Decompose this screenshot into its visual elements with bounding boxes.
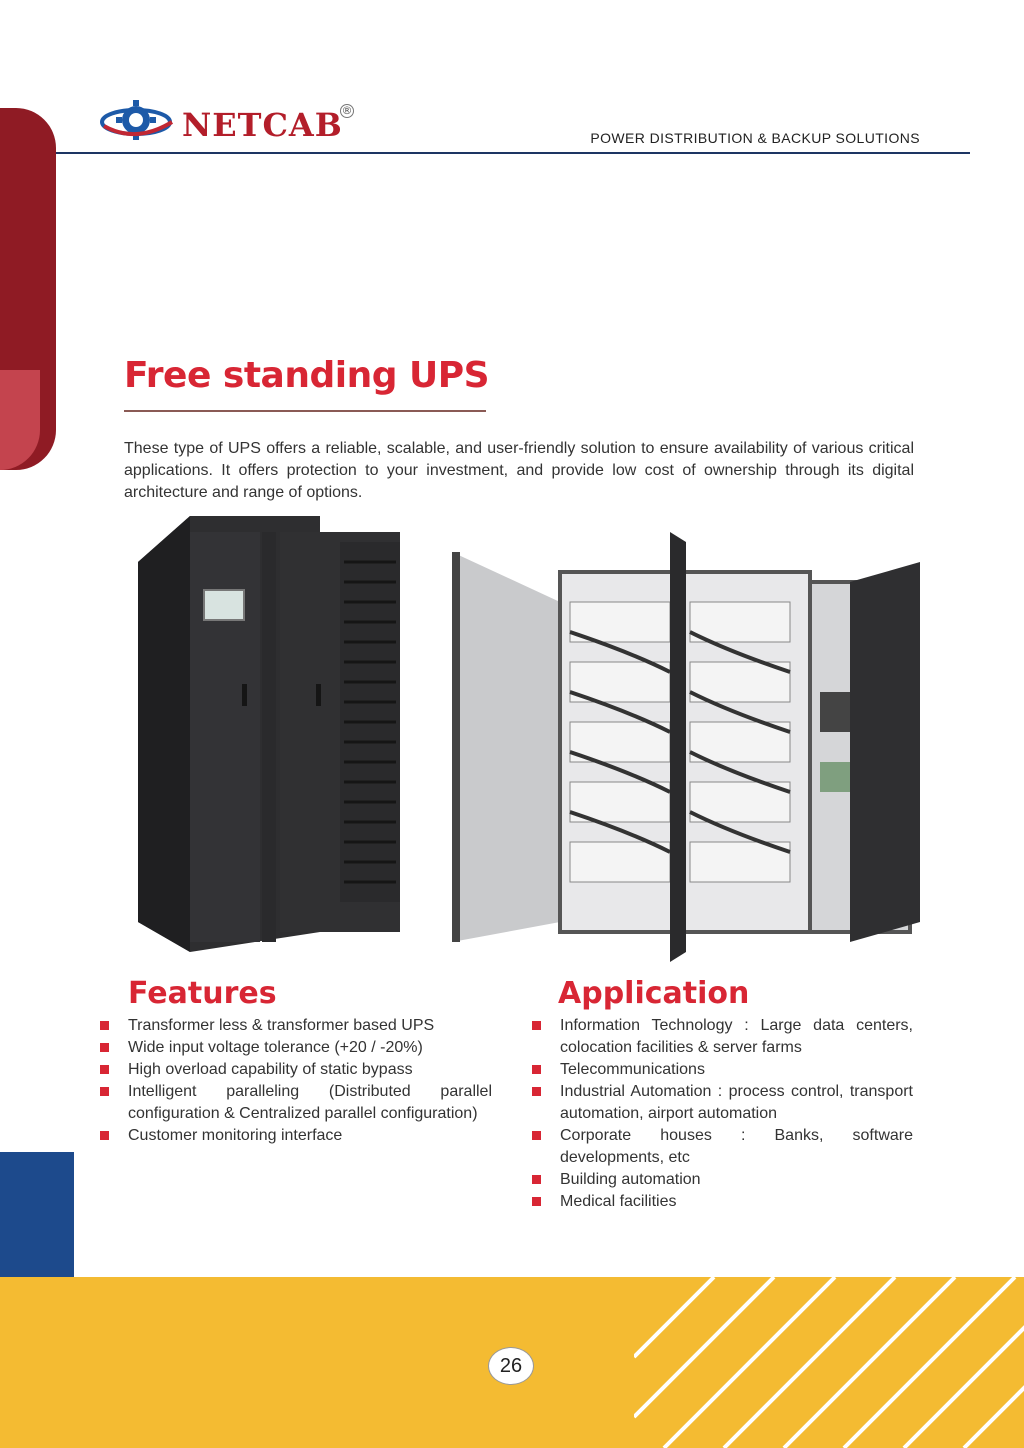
- blue-side-tab: [0, 1152, 74, 1282]
- features-list: [98, 1015, 492, 1147]
- application-heading: Application: [558, 976, 750, 1011]
- registered-mark: ®: [341, 104, 353, 117]
- list-item-text: Telecommunications: [560, 1061, 705, 1078]
- page-header: [96, 92, 970, 154]
- list-item-text: Intelligent paralleling (Distributed parallel configuration & Centralized parallel configuration): [128, 1083, 492, 1122]
- bullet-icon: [100, 1021, 109, 1030]
- netcab-logo-icon: [96, 92, 180, 152]
- list-item: [530, 1015, 913, 1059]
- bullet-icon: [532, 1021, 541, 1030]
- list-item-text: Information Technology : Large data centers, colocation facilities & server farms: [560, 1017, 913, 1056]
- page-title: Free standing UPS: [124, 355, 490, 396]
- page-number: 26: [488, 1347, 534, 1385]
- list-item-text: High overload capability of static bypass: [128, 1061, 413, 1078]
- list-item: [98, 1059, 492, 1081]
- list-item: [530, 1191, 913, 1213]
- list-item: [530, 1059, 913, 1081]
- bullet-icon: [532, 1087, 541, 1096]
- bullet-icon: [100, 1087, 109, 1096]
- list-item: [530, 1081, 913, 1125]
- list-item: [98, 1037, 492, 1059]
- brand-name: NETCAB: [182, 106, 343, 144]
- ups-cabinet-image: [130, 512, 930, 976]
- list-item: [98, 1015, 492, 1037]
- list-item-text: Customer monitoring interface: [128, 1127, 343, 1144]
- list-item: [530, 1125, 913, 1169]
- bullet-icon: [532, 1065, 541, 1074]
- bullet-icon: [532, 1197, 541, 1206]
- bullet-icon: [532, 1131, 541, 1140]
- bullet-icon: [100, 1065, 109, 1074]
- title-underline: [124, 410, 486, 412]
- diagonal-stripes-decoration: [634, 1277, 1024, 1448]
- intro-paragraph: These type of UPS offers a reliable, scalable, and user-friendly solution to ensure availability of various critical applications. It offers protection to your investment, and provide low cost of ownership through its digital architecture and range of options.: [124, 440, 914, 501]
- list-item: [98, 1081, 492, 1125]
- list-item-text: Industrial Automation : process control, transport automation, airport automation: [560, 1083, 913, 1122]
- bullet-icon: [100, 1043, 109, 1052]
- list-item-text: Medical facilities: [560, 1193, 677, 1210]
- list-item: [98, 1125, 492, 1147]
- bullet-icon: [532, 1175, 541, 1184]
- bullet-icon: [100, 1131, 109, 1140]
- list-item-text: Wide input voltage tolerance (+20 / -20%): [128, 1039, 423, 1056]
- footer-band: [0, 1277, 1024, 1448]
- header-tagline: POWER DISTRIBUTION & BACKUP SOLUTIONS: [590, 130, 920, 146]
- list-item-text: Building automation: [560, 1171, 701, 1188]
- list-item: [530, 1169, 913, 1191]
- features-heading: Features: [128, 976, 277, 1011]
- list-item-text: Transformer less & transformer based UPS: [128, 1017, 435, 1034]
- header-divider: [56, 152, 970, 154]
- application-list: [530, 1015, 913, 1213]
- list-item-text: Corporate houses : Banks, software developments, etc: [560, 1127, 913, 1166]
